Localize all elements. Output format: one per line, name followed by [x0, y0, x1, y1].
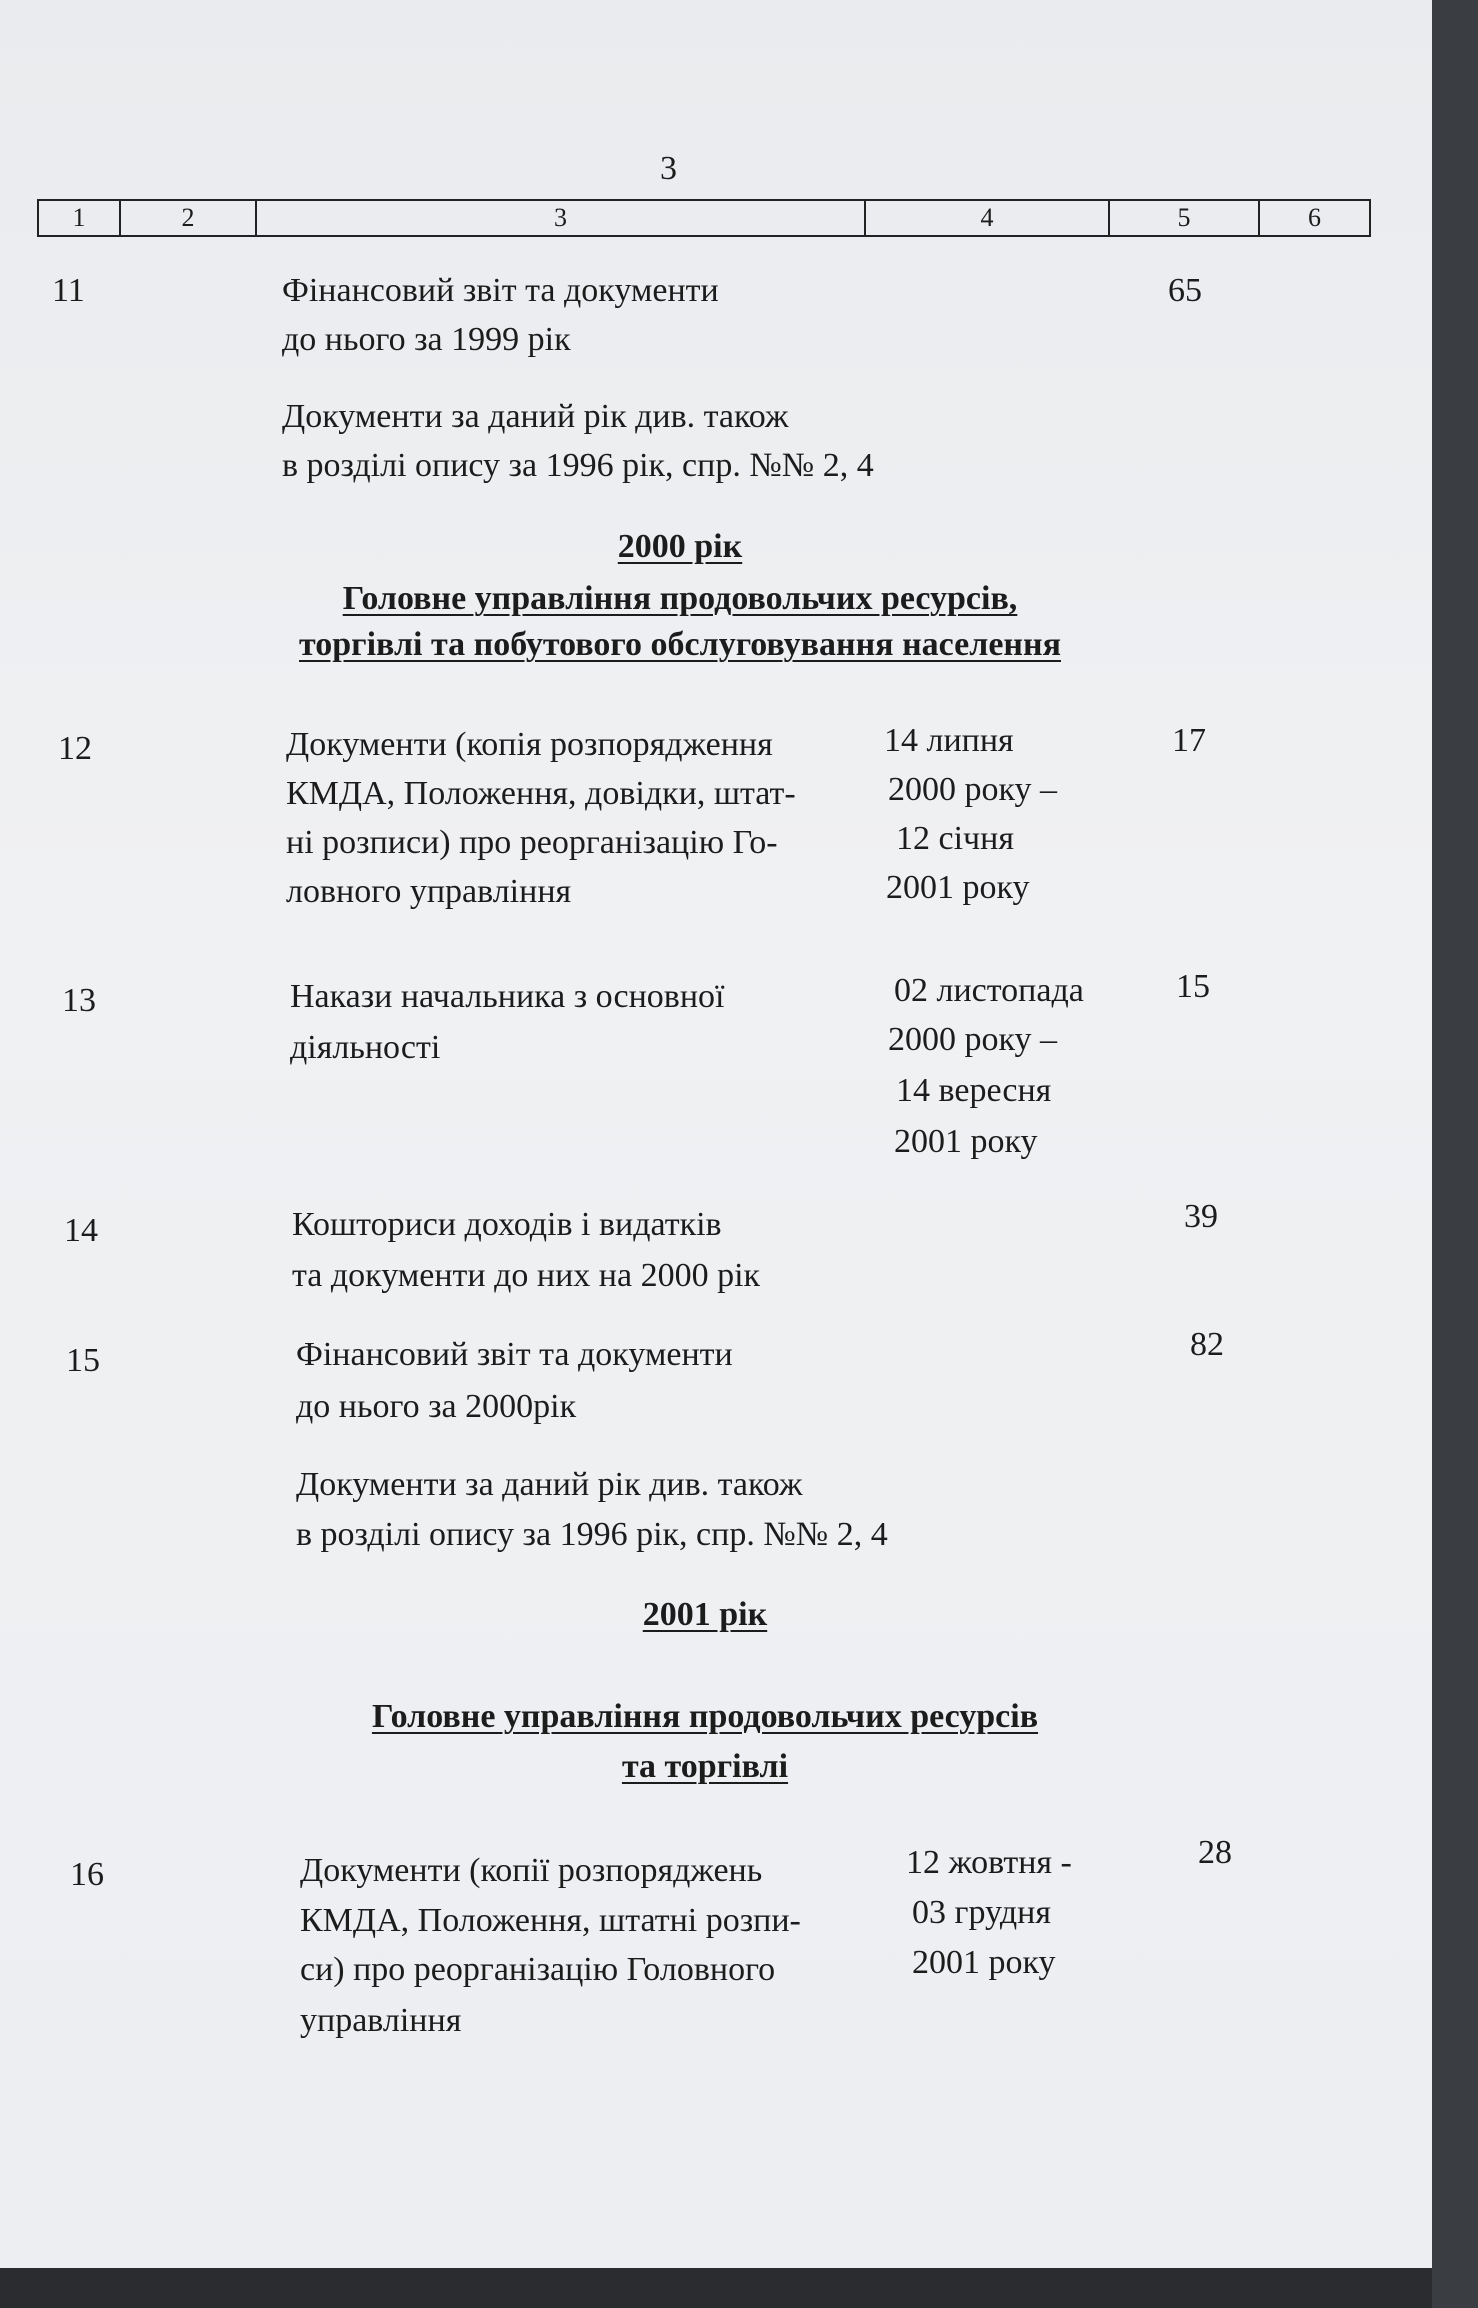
entry-number: 16: [70, 1856, 104, 1893]
organization-heading: Головне управління продовольчих ресурсів,: [342, 580, 1018, 617]
column-number-header: [37, 199, 1371, 237]
entry-title-line: Фінансовий звіт та документи: [282, 272, 719, 309]
entry-date-line: 02 листопада: [894, 972, 1084, 1009]
entry-date-line: 03 грудня: [912, 1894, 1051, 1931]
entry-title-line: Накази начальника з основної: [290, 978, 725, 1015]
entry-date-line: 12 жовтня -: [906, 1844, 1072, 1881]
entry-title-line: Документи (копії розпоряджень: [300, 1852, 763, 1889]
entry-title-line: та документи до них на 2000 рік: [292, 1257, 761, 1294]
entry-number: 12: [58, 730, 92, 767]
entry-number: 14: [64, 1212, 98, 1249]
year-heading: 2001 рік: [642, 1596, 768, 1633]
entry-note-line: в розділі опису за 1996 рік, спр. №№ 2, 4: [282, 447, 874, 484]
entry-date-line: 14 липня: [884, 722, 1014, 759]
column-header-1: 1: [38, 200, 120, 236]
entry-date-line: 12 січня: [896, 820, 1014, 857]
entry-sheet-count: 82: [1190, 1326, 1224, 1363]
entry-note-line: в розділі опису за 1996 рік, спр. №№ 2, 4: [296, 1516, 888, 1553]
entry-title-line: си) про реорганізацію Головного: [300, 1951, 776, 1988]
entry-sheet-count: 28: [1198, 1834, 1232, 1871]
entry-title-line: КМДА, Положення, штатні розпи-: [300, 1902, 801, 1939]
page-number: 3: [660, 150, 677, 187]
column-header-2: 2: [120, 200, 256, 236]
entry-title-line: Кошториси доходів і видатків: [292, 1206, 722, 1243]
entry-date-line: 14 вересня: [896, 1072, 1052, 1109]
column-header-4: 4: [865, 200, 1109, 236]
entry-sheet-count: 17: [1172, 722, 1206, 759]
entry-date-line: 2001 року: [886, 869, 1030, 906]
entry-title-line: до нього за 2000рік: [296, 1388, 577, 1425]
entry-title-line: управління: [300, 2002, 462, 2039]
entry-note-line: Документи за даний рік див. також: [282, 398, 789, 435]
organization-heading: торгівлі та побутового обслуговування населення: [299, 626, 1061, 663]
entry-number: 13: [62, 982, 96, 1019]
entry-title-line: Фінансовий звіт та документи: [296, 1336, 733, 1373]
column-header-6: 6: [1259, 200, 1370, 236]
entry-number: 15: [66, 1342, 100, 1379]
entry-sheet-count: 15: [1176, 968, 1210, 1005]
entry-title-line: ні розписи) про реорганізацію Го-: [286, 824, 778, 861]
entry-date-line: 2000 року –: [888, 771, 1058, 808]
entry-date-line: 2001 року: [894, 1123, 1038, 1160]
entry-sheet-count: 39: [1184, 1198, 1218, 1235]
entry-title-line: КМДА, Положення, довідки, штат-: [286, 775, 796, 812]
organization-heading: Головне управління продовольчих ресурсів: [371, 1698, 1039, 1735]
entry-sheet-count: 65: [1168, 272, 1202, 309]
entry-title-line: ловного управління: [286, 873, 572, 910]
organization-heading: та торгівлі: [621, 1748, 789, 1785]
entry-number: 11: [52, 272, 85, 309]
entry-title-line: до нього за 1999 рік: [282, 321, 571, 358]
column-header-3: 3: [256, 200, 865, 236]
entry-title-line: діяльності: [290, 1029, 441, 1066]
entry-date-line: 2001 року: [912, 1944, 1056, 1981]
year-heading: 2000 рік: [617, 528, 743, 565]
entry-title-line: Документи (копія розпорядження: [286, 726, 773, 763]
entry-date-line: 2000 року –: [888, 1021, 1058, 1058]
entry-note-line: Документи за даний рік див. також: [296, 1466, 803, 1503]
column-header-5: 5: [1109, 200, 1259, 236]
page-edge-shadow: [1432, 0, 1478, 2308]
